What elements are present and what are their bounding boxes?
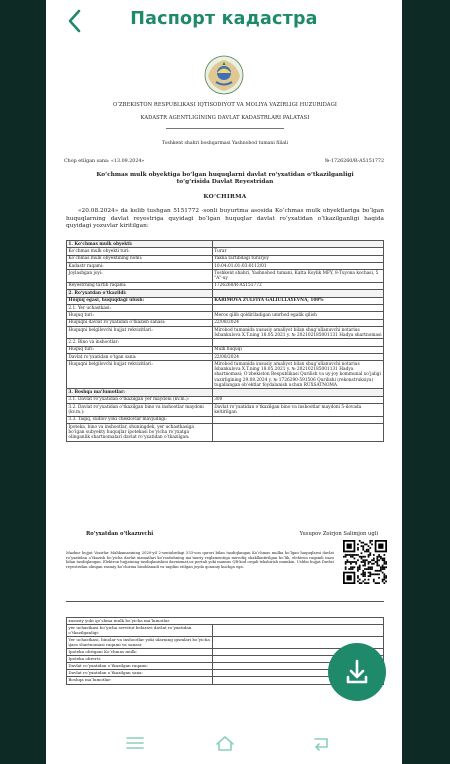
state-emblem-icon xyxy=(203,54,245,96)
top-bar xyxy=(46,0,402,40)
row-label: 2.1. Yer uchastkasi: xyxy=(67,304,213,311)
table-row xyxy=(67,255,384,262)
property-rights-table xyxy=(66,240,384,442)
row-label: Huquq turi: xyxy=(67,346,213,353)
row-value xyxy=(212,423,383,441)
table-row xyxy=(67,346,384,353)
row-label: Ipoteka obrerti: xyxy=(67,656,213,663)
table-row xyxy=(67,312,384,319)
row-label: 3.3. Taqiq, sudlov yoki cheklovlar mavjudligi: xyxy=(67,416,213,423)
row-label: Huquq egasi, huquqdagi ulush: xyxy=(67,297,213,304)
row-label: 2.2. Bino va inshootlar: xyxy=(67,339,213,346)
table-row xyxy=(67,241,384,248)
row-label: yer uchastkasi bo‘yicha servitut belaravi davlat ro‘yxatidan o‘tkazilganligi: xyxy=(67,625,213,637)
row-value: 22/08/2024 xyxy=(212,319,383,326)
row-label: 3.2. Davlat ro‘yxatidan o‘tkazilgan bino va inshootlar maydoni (kv.m.): xyxy=(67,404,213,417)
table-row xyxy=(67,389,384,396)
divider xyxy=(66,601,384,602)
row-label: Huquqni belgilovchi hujjat rekvizitlari: xyxy=(67,326,213,339)
document-subheading: KO‘CHIRMA xyxy=(203,194,247,200)
document-intro: «20.08.2024» da kelib tushgan 5151772 -sonli buyurtma asosida Ko‘chmas mulk obyektlariga bo‘lgan huquqlarning davlat reyestriga quyidagi bo‘lgan huquqlar davlat ro‘yxatidan o‘tkazilganligi haqida quyidagi yozuvlar kiritilgan: xyxy=(66,208,384,230)
document-heading: Ko‘chmas mulk obyektiga bo‘lgan huquqlarni davlat ro‘yxatidan o‘tkazilganligi to‘g‘risida Davlat Reyestridan xyxy=(96,172,354,186)
row-value: Turar xyxy=(212,248,383,255)
row-value xyxy=(212,389,383,396)
download-icon xyxy=(328,643,386,701)
row-value: 1726260/R-A5151772 xyxy=(212,282,383,289)
row-value: Mirobod tumanida xususiy amaliyot bilan shug‘ullanuvchi notarius Isbankulova X.T.ning 18.05.2021 y. № 202102185001131 Hadya shartnomasi xyxy=(214,327,382,338)
row-value: Toshkent shahri, Yashnobod tumani, Katta Koylik MFY, 8-Tuyona kochasi, 5 "A"-uy xyxy=(212,270,383,283)
legal-note: Mazkur hujjat Vazirlar Mahkamasining 2020-yil 2-sentabrdagi 533-son qarori bilan tasdiqlangan Ko‘chmas mulka bo‘lgan huquqlarni davlat ro‘yxatidan o‘tkazish bo‘yicha davlat xizmatlari ko‘rsatishning ma‘muriy reglamentiga muvofiq shakllantirilgan bo‘lib, elektron raqamli imzo bilan tasdiqlangan. Elektron hujjatning tasdiqlanishini davxizmat.uz portali yoki maxsus QR-kod orqali tekshirish mumkin. Ushbu hujjat Davlat reyestridan olingan rasmiy ko‘chirma hisoblanadi va taqdim etilgan joyda qonuniy kuchga ega. xyxy=(66,551,334,569)
row-label: Ko‘chmas mulk obyektining nomi: xyxy=(67,255,213,262)
row-value: Davlat ro‘yxatidan o‘tkazilgan bino va inshootlar maydoni 5-ilovada keltirilgan xyxy=(212,404,383,417)
row-label: 3. Boshqa ma‘lumotlar: xyxy=(67,389,213,396)
row-value xyxy=(212,416,383,423)
menu-icon[interactable] xyxy=(124,733,146,753)
row-value: Mirobod tumanida xususiy amaliyot bilan shug‘ullanuvchi notarius Isbankulova X.T.ning 18.05.2021 y. № 202102185001131 Hadya shartnomasi; O‘zbekiston Respublikasi Qurilish va uy-joy kommunal xo‘jaligi vazirligining 29.08.2024 y. № 1726290-591506 Qurilishi (rekonstruksiya) tugallangan ob‘ektlar foydalanish uchun RUXSATNOMA xyxy=(212,361,383,389)
row-value: Yakka tartibdagi turarjoy xyxy=(212,255,383,262)
org-name-line2: KADASTR AGENTLIGINING DAVLAT KADASTRLARI PALATASI xyxy=(140,115,310,121)
table-row xyxy=(67,319,384,326)
row-value xyxy=(212,304,383,311)
row-label: Kadastr raqami: xyxy=(67,263,213,270)
row-label: 3.1. Davlat ro‘yxatidan o‘tkazilgan yer maydoni (kv.m.): xyxy=(67,396,213,403)
row-value: KARIMOVA ZULFIYA GALIULLAYEVNA, 100% xyxy=(212,297,383,304)
org-name-line1: O‘ZBEKISTON RESPUBLIKASI IQTISODIYOT VA MOLIYA VAZIRLIGI HUZURIDAGI xyxy=(112,102,337,108)
qr-code-icon xyxy=(343,539,387,585)
row-label: Davlat ro‘yxatidan o‘tkazilgan raqami: xyxy=(67,663,213,670)
row-value xyxy=(212,339,383,346)
branch-name: Toshkent shahri boshqarmasi Yashnobod tumani filiali xyxy=(161,141,288,146)
table-row xyxy=(67,282,384,289)
row-label: Reyestrning tartib raqami: xyxy=(67,282,213,289)
home-icon[interactable] xyxy=(214,733,236,753)
row-label: Davlat ro‘yxatidan o‘tgan sana: xyxy=(67,354,213,361)
row-label: Ipoteka obrigani Ko‘chmas mulk: xyxy=(67,649,213,656)
table-row xyxy=(67,270,384,283)
row-label: Yer uchastkasi, binolar va inshootlar yoki ularning qismlari bo‘yicha ijara shartnomasi raqami va sanasi: xyxy=(67,637,213,649)
row-label: Boshqa ma‘lumotlar: xyxy=(67,677,213,684)
row-value: 22/08/2024 xyxy=(212,354,383,361)
table-row xyxy=(67,354,384,361)
cadastre-document xyxy=(60,44,390,724)
row-value: Mulk huquqi xyxy=(212,346,383,353)
row-label: Huquqni davlat ro‘yxatidan o‘tkazish sanasi: xyxy=(67,319,213,326)
table-row xyxy=(67,625,384,637)
registrar-name: Yusupov Zoirjon Salimjon ugli xyxy=(299,531,378,537)
row-value xyxy=(212,290,383,297)
table-cell: xususiy yoki qo‘shma mulk bo‘yicha ma‘lumotlar xyxy=(67,618,384,625)
table-row xyxy=(67,618,384,625)
row-label: Ipoteka, bino va inshootlar, shuningdek, yer uchastkasiga bo‘lgan subyekty huquqlar ipotekasi bo‘yicha ro‘yxatga olinganlik shartnomalari davlat ro‘yxatidan o‘tkazilgan: xyxy=(67,423,213,441)
table-row xyxy=(67,326,384,339)
row-label: Huquq turi: xyxy=(67,312,213,319)
table-row xyxy=(67,290,384,297)
registrar-label: Ro‘yxatdan o‘tkazuvchi xyxy=(86,531,154,537)
table-row xyxy=(67,404,384,417)
table-row xyxy=(67,248,384,255)
table-row xyxy=(67,297,384,304)
table-row xyxy=(67,263,384,270)
divider xyxy=(166,128,284,129)
table-row xyxy=(67,339,384,346)
table-row xyxy=(67,423,384,441)
row-label: Davlat ro‘yxatidan o‘tkazilgan sana: xyxy=(67,670,213,677)
table-row xyxy=(67,396,384,403)
print-date: Chop etilgan sana: «13.09.2024» xyxy=(64,159,145,164)
table-row xyxy=(67,304,384,311)
row-label: 2. Ro‘yxatdan o‘tkazildi: xyxy=(67,290,213,297)
row-value xyxy=(212,241,383,248)
download-button[interactable] xyxy=(328,643,386,701)
document-number: №-1726260/R-A5151772 xyxy=(324,159,384,164)
row-value: 300 xyxy=(212,396,383,403)
row-label: Huquqni belgilovchi hujjat rekvizitlari: xyxy=(67,361,213,389)
row-value: 10:04:01:01:03:0112/01 xyxy=(212,263,383,270)
page-title: Паспорт кадастра xyxy=(130,9,318,29)
row-value xyxy=(212,625,383,637)
table-row xyxy=(67,361,384,389)
row-value: Meros qilib qoldiriladigan umrbod egalik qilish xyxy=(212,312,383,319)
table-row xyxy=(67,416,384,423)
row-label: 1. Ko‘chmas mulk obyekti: xyxy=(67,241,213,248)
row-label: Ko‘chmas mulk obyekti turi: xyxy=(67,248,213,255)
row-label: Joylashgan joyi: xyxy=(67,270,213,283)
back-nav-icon[interactable] xyxy=(310,733,332,753)
